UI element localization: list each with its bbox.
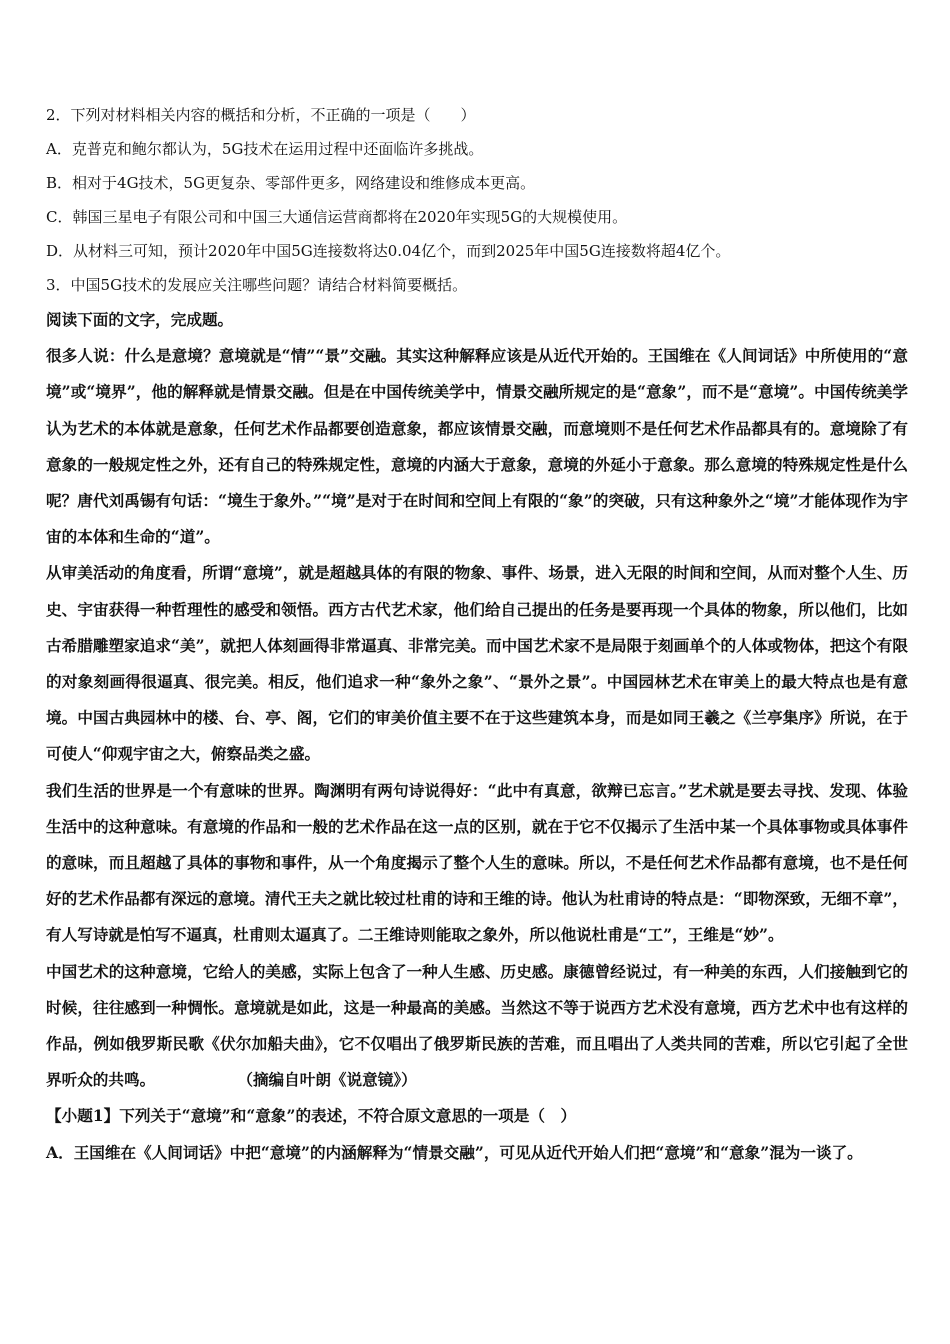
passage-paragraph-3: 我们生活的世界是一个有意味的世界。陶渊明有两句诗说得好：“此中有真意，欲辩已忘言。”艺术就是要去寻找、发现、体验生活中的这种意味。有意境的作品和一般的艺术作品在这一点的区别，就在于它不仅揭示了生活中某一个具体事物或具体事件的意味，而且超越了具体的事物和事件，从一个角度揭示了整个人生的意味。所以，不是任何艺术作品都有意境，也不是任何好的艺术作品都有深远的意境。清代王夫之就比较过杜甫的诗和王维的诗。他认为杜甫诗的特点是：“即物深致，无细不章”，有人写诗就是怕写不逼真，杜甫则太逼真了。二王维诗则能取之象外，所以他说杜甫是“工”，王维是“妙”。 xyxy=(46,780,908,945)
option-c: C．韩国三星电子有限公司和中国三大通信运营商都将在2020年实现5G的大规模使用。 xyxy=(46,208,628,226)
question-3: 3．中国5G技术的发展应关注哪些问题？请结合材料简要概括。 xyxy=(46,276,468,294)
option-d: D．从材料三可知，预计2020年中国5G连接数将达0.04亿个，而到2025年中国5G连接数将超4亿个。 xyxy=(46,242,731,260)
passage-paragraph-4 xyxy=(46,954,908,1099)
reading-instruction: 阅读下面的文字，完成题。 xyxy=(46,310,234,329)
subquestion-1-option-a: A．王国维在《人间词话》中把“意境”的内涵解释为“情景交融”，可见从近代开始人们把“意境”和“意象”混为一谈了。 xyxy=(46,1142,863,1162)
document-page xyxy=(46,98,908,1171)
passage-source: （摘编自叶朗《说意镜》） xyxy=(245,1070,417,1090)
option-b: B．相对于4G技术，5G更复杂、零部件更多，网络建设和维修成本更高。 xyxy=(46,174,536,192)
question-2: 2．下列对材料相关内容的概括和分析，不正确的一项是（ ） xyxy=(46,106,476,124)
passage-paragraph-2: 从审美活动的角度看，所谓“意境”，就是超越具体的有限的物象、事件、场景，进入无限的时间和空间，从而对整个人生、历史、宇宙获得一种哲理性的感受和领悟。西方古代艺术家，他们给自己提出的任务是要再现一个具体的物象，所以他们，比如古希腊雕塑家追求“美”，就把人体刻画得非常逼真、非常完美。而中国艺术家不是局限于刻画单个的人体或物体，把这个有限的对象刻画得很逼真、很完美。相反，他们追求一种“象外之象”、“景外之景”。中国园林艺术在审美上的最大特点也是有意境。中国古典园林中的楼、台、亭、阁，它们的审美价值主要不在于这些建筑本身，而是如同王羲之《兰亭集序》所说，在于可使人“仰观宇宙之大，俯察品类之盛。 xyxy=(46,563,908,764)
option-a: A．克普克和鲍尔都认为，5G技术在运用过程中还面临许多挑战。 xyxy=(46,140,484,158)
passage-paragraph-1: 很多人说：什么是意境？意境就是“情”“景”交融。其实这种解释应该是从近代开始的。王国维在《人间词话》中所使用的“意境”或“境界”，他的解释就是情景交融。但是在中国传统美学中，情景交融所规定的是“意象”，而不是“意境”。中国传统美学认为艺术的本体就是意象，任何艺术作品都要创造意象，都应该情景交融，而意境则不是任何艺术作品都具有的。意境除了有意象的一般规定性之外，还有自己的特殊规定性，意境的内涵大于意象，意境的外延小于意象。那么意境的特殊规定性是什么呢？唐代刘禹锡有句话：“境生于象外。”“境”是对于在时间和空间上有限的“象”的突破，只有这种象外之“境”才能体现作为宇宙的本体和生命的“道”。 xyxy=(46,346,908,547)
subquestion-1-stem: 【小题1】下列关于“意境”和“意象”的表述，不符合原文意思的一项是（ ） xyxy=(46,1106,577,1126)
paragraph-4-text: 中国艺术的这种意境，它给人的美感，实际上包含了一种人生感、历史感。康德曾经说过，有一种美的东西，人们接触到它的时候，往往感到一种惆怅。意境就是如此，这是一种最高的美感。当然这不等于说西方艺术没有意境，西方艺术中也有这样的作品，例如俄罗斯民歌《伏尔加船夫曲》，它不仅唱出了俄罗斯民族的苦难，而且唱出了人类共同的苦难，所以它引起了全世界听众的共鸣。 xyxy=(46,961,908,1090)
